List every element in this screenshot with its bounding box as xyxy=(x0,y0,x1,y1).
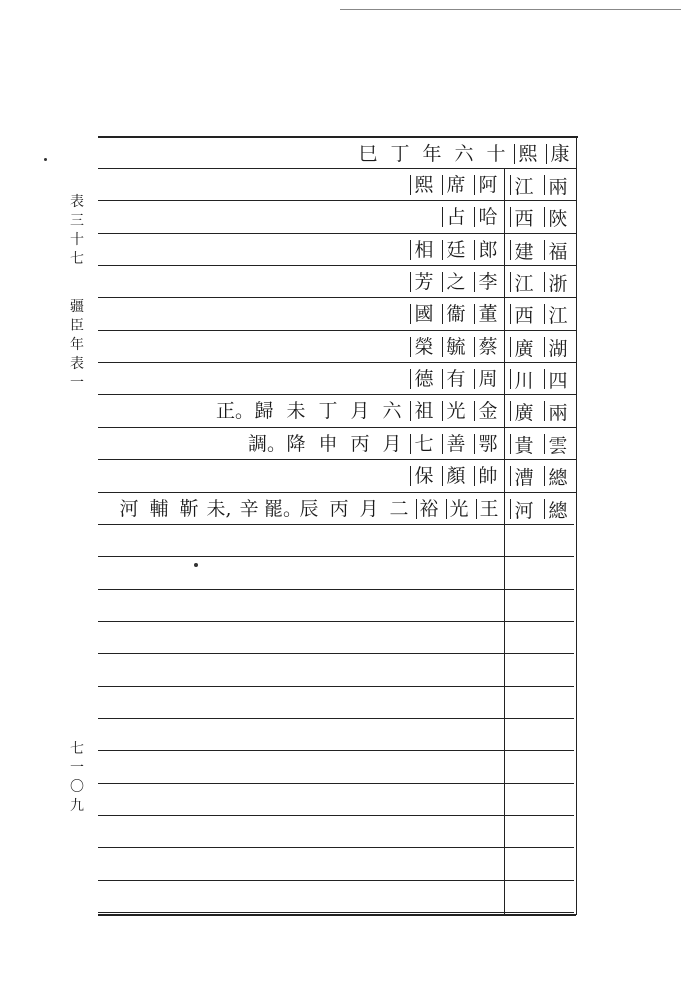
header-year-char: 年 xyxy=(422,143,442,165)
table-row xyxy=(98,169,504,201)
official-name-char: 衞 xyxy=(440,303,472,325)
official-name-char: 熙 xyxy=(408,174,440,196)
note-char: 月 xyxy=(359,498,379,520)
region-char: 江 xyxy=(508,169,540,201)
official-name-char: 光 xyxy=(444,498,474,520)
table-bottom-rule xyxy=(98,914,576,916)
note-char: 罷。 xyxy=(264,498,303,520)
region-char: 浙 xyxy=(542,266,574,298)
region-char: 江 xyxy=(542,298,574,330)
official-name-char: 有 xyxy=(440,368,472,390)
official-name-char: 顏 xyxy=(440,465,472,487)
note-char: 丁 xyxy=(318,400,338,422)
official-name-char: 七 xyxy=(408,433,440,455)
side-subtitle xyxy=(68,298,86,393)
page-number-char: 〇 xyxy=(70,779,84,795)
region-char: 河 xyxy=(508,493,540,525)
region-column-left-rule xyxy=(504,168,505,915)
header-year-char: 丁 xyxy=(390,143,410,165)
note-char: 六 xyxy=(382,400,402,422)
table-row xyxy=(98,428,504,460)
official-name-char: 之 xyxy=(440,271,472,293)
note-char: 河 xyxy=(119,498,139,520)
row-rule xyxy=(98,783,574,784)
region-char: 四 xyxy=(542,363,574,395)
region-char: 西 xyxy=(508,201,540,233)
page-number-char: 九 xyxy=(70,798,84,814)
region-char: 總 xyxy=(542,460,574,492)
row-rule xyxy=(98,556,574,557)
official-name-char: 毓 xyxy=(440,336,472,358)
table-row xyxy=(98,460,504,492)
note-char: 月 xyxy=(382,433,402,455)
note-char: 歸 xyxy=(254,400,274,422)
row-rule xyxy=(98,686,574,687)
region-char: 陝 xyxy=(542,201,574,233)
header-year-char: 六 xyxy=(454,143,474,165)
table-row xyxy=(98,395,504,427)
page-number-char: 七 xyxy=(70,741,84,757)
note-char: 申 xyxy=(318,433,338,455)
table-row xyxy=(98,266,504,298)
region-char: 漕 xyxy=(508,460,540,492)
official-name-char: 德 xyxy=(408,368,440,390)
official-name-char: 占 xyxy=(440,206,472,228)
note-char: 辰 xyxy=(299,498,319,520)
table-row xyxy=(98,363,504,395)
side-subtitle-char: 表 xyxy=(70,356,84,372)
official-name-char: 阿 xyxy=(472,174,504,196)
note-char: 未, xyxy=(206,498,232,520)
note-char: 輔 xyxy=(149,498,169,520)
side-subtitle-char: 年 xyxy=(70,337,84,353)
region-char: 貴 xyxy=(508,428,540,460)
official-name-char: 善 xyxy=(440,433,472,455)
official-name-char: 鄂 xyxy=(472,433,504,455)
row-rule xyxy=(98,653,574,654)
side-title-char: 表 xyxy=(70,194,84,210)
row-rule xyxy=(98,750,574,751)
region-char: 湖 xyxy=(542,331,574,363)
official-name-char: 席 xyxy=(440,174,472,196)
table-row xyxy=(98,234,504,266)
stray-mark xyxy=(194,563,198,567)
official-name-char: 保 xyxy=(408,465,440,487)
official-name-char: 帥 xyxy=(472,465,504,487)
header-year-char: 十 xyxy=(486,143,506,165)
note-char: 月 xyxy=(350,400,370,422)
official-name-char: 哈 xyxy=(472,206,504,228)
official-name-char: 廷 xyxy=(440,239,472,261)
header-era-char: 康 xyxy=(544,143,576,165)
official-name-char: 李 xyxy=(472,271,504,293)
region-char: 江 xyxy=(508,266,540,298)
table-row xyxy=(98,201,504,233)
official-name-char: 周 xyxy=(472,368,504,390)
note-char: 丙 xyxy=(350,433,370,455)
side-title-char: 三 xyxy=(70,213,84,229)
region-char: 雲 xyxy=(542,428,574,460)
official-name-char: 國 xyxy=(408,303,440,325)
header-era-char: 熙 xyxy=(512,143,544,165)
note-char: 未 xyxy=(286,400,306,422)
note-char: 辛 xyxy=(239,498,259,520)
official-name-char: 董 xyxy=(472,303,504,325)
row-rule xyxy=(98,621,574,622)
official-name-char: 光 xyxy=(440,400,472,422)
header-row xyxy=(98,138,576,170)
side-title-char: 七 xyxy=(70,251,84,267)
official-name-char: 相 xyxy=(408,239,440,261)
side-title xyxy=(68,193,86,269)
official-name-char: 王 xyxy=(474,498,504,520)
region-char: 總 xyxy=(542,493,574,525)
row-rule xyxy=(98,847,574,848)
row-rule xyxy=(98,589,574,590)
official-name-char: 榮 xyxy=(408,336,440,358)
row-rule xyxy=(98,815,574,816)
row-rule xyxy=(98,718,574,719)
region-char: 廣 xyxy=(508,395,540,427)
side-subtitle-char: 臣 xyxy=(70,318,84,334)
official-name-char: 蔡 xyxy=(472,336,504,358)
note-char: 丙 xyxy=(329,498,349,520)
side-subtitle-char: 一 xyxy=(70,375,84,391)
page-number-char: 一 xyxy=(70,760,84,776)
official-name-char: 裕 xyxy=(414,498,444,520)
note-char: 靳 xyxy=(179,498,199,520)
official-name-char: 郎 xyxy=(472,239,504,261)
note-char: 二 xyxy=(389,498,409,520)
page-number xyxy=(68,740,86,816)
note-char: 調。 xyxy=(248,433,287,455)
side-subtitle-char: 疆 xyxy=(70,299,84,315)
table-row xyxy=(98,493,504,525)
region-char: 廣 xyxy=(508,331,540,363)
side-title-char: 十 xyxy=(70,232,84,248)
top-rule xyxy=(340,9,681,10)
table-row xyxy=(98,298,504,330)
official-name-char: 芳 xyxy=(408,271,440,293)
region-char: 福 xyxy=(542,234,574,266)
header-year-char: 巳 xyxy=(358,143,378,165)
stray-mark xyxy=(44,158,47,161)
region-char: 西 xyxy=(508,298,540,330)
row-rule xyxy=(98,880,574,881)
note-char: 降 xyxy=(286,433,306,455)
region-column-right-rule xyxy=(576,136,577,915)
official-name-char: 金 xyxy=(472,400,504,422)
row-rule xyxy=(98,912,574,913)
region-char: 兩 xyxy=(542,395,574,427)
note-char: 正。 xyxy=(216,400,255,422)
region-char: 川 xyxy=(508,363,540,395)
region-char: 建 xyxy=(508,234,540,266)
table-row xyxy=(98,331,504,363)
official-name-char: 祖 xyxy=(408,400,440,422)
region-char: 兩 xyxy=(542,169,574,201)
